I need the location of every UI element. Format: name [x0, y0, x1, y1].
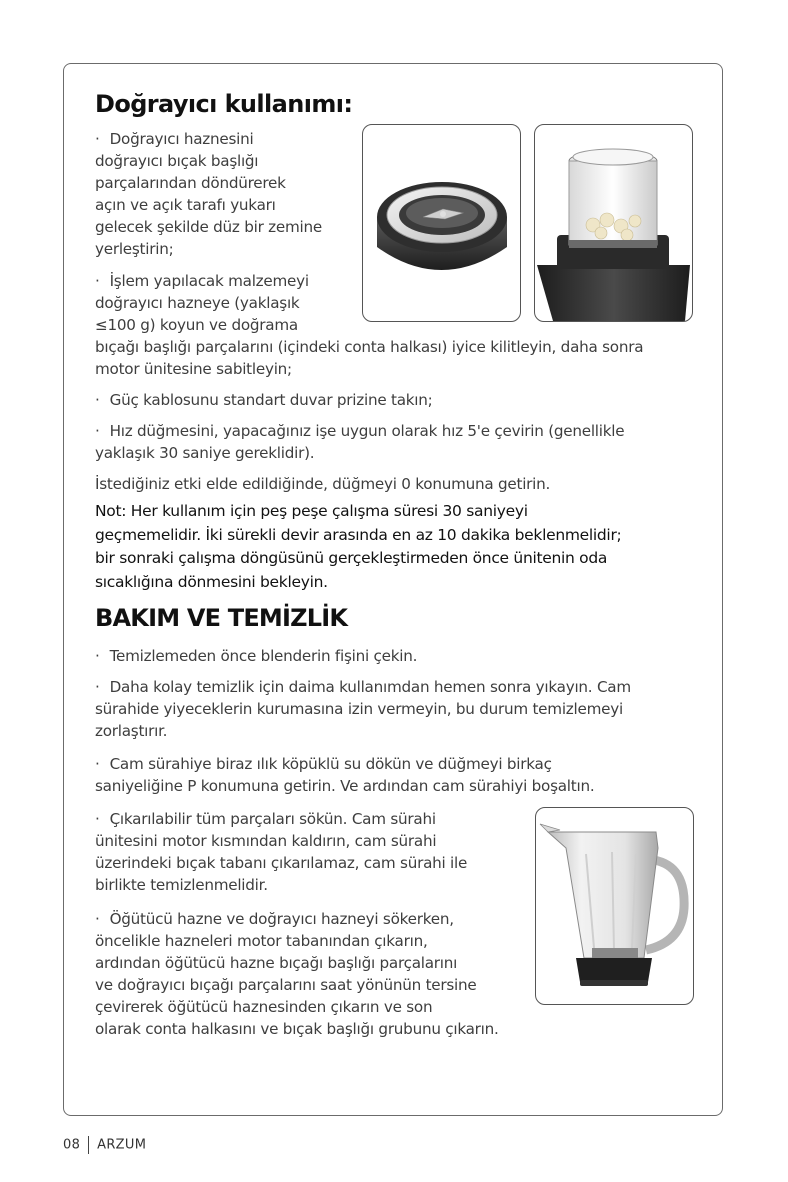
chopper-step-3: · Güç kablosunu standart duvar prizine takın;	[95, 391, 433, 409]
brand-name: ARZUM	[97, 1137, 147, 1153]
cleaning-step-5: · Öğütücü hazne ve doğrayıcı hazneyi sökerken, öncelikle hazneleri motor tabanından çıkarın, ardından öğütücü hazne bıçağı başlığı parçalarını ve doğrayıcı bıçağı parçalarını saat yönünün tersine çevirerek öğütücü haznesinden çıkarın ve son olarak conta halkasını ve bıçak başlığı grubunu çıkarın.	[95, 910, 499, 1038]
blade-head-photo	[362, 124, 521, 322]
care-cleaning-title: BAKIM VE TEMİZLİK	[95, 604, 348, 632]
glass-jug-illustration	[536, 808, 693, 1004]
chopper-step-1: · Doğrayıcı haznesini doğrayıcı bıçak başlığı parçalarından döndürerek açın ve açık tarafı yukarı gelecek şekilde düz bir zemine yerleştirin;	[95, 130, 322, 258]
cleaning-step-2: · Daha kolay temizlik için daima kullanımdan hemen sonra yıkayın. Cam sürahide yiyeceklerin kurumasına izin vermeyin, bu durum temizlemeyi zorlaştırır.	[95, 678, 631, 740]
chopper-assembled-illustration	[535, 125, 692, 321]
usage-note: Not: Her kullanım için peş peşe çalışma süresi 30 saniyeyi geçmemelidir. İki sürekli devir arasında en az 10 dakika beklenmelidir; bir sonraki çalışma döngüsünü gerçekleştirmeden önce ünitenin oda sıcaklığına dönmesini bekleyin.	[95, 502, 622, 591]
blade-head-illustration	[363, 125, 520, 321]
cleaning-step-1: · Temizlemeden önce blenderin fişini çekin.	[95, 647, 418, 665]
page-footer	[63, 1136, 146, 1154]
chopper-usage-title: Doğrayıcı kullanımı:	[95, 90, 353, 118]
chopper-assembled-photo	[534, 124, 693, 322]
glass-jug-photo	[535, 807, 694, 1005]
page-number: 08	[63, 1137, 81, 1153]
cleaning-step-4: · Çıkarılabilir tüm parçaları sökün. Cam sürahi ünitesini motor kısmından kaldırın, cam sürahi üzerindeki bıçak tabanı çıkarılamaz, cam sürahi ile birlikte temizlenmelidir.	[95, 810, 468, 894]
cleaning-step-3: · Cam sürahiye biraz ılık köpüklü su dökün ve düğmeyi birkaç saniyeliğine P konumuna getirin. Ve ardından cam sürahiyi boşaltın.	[95, 755, 595, 795]
footer-divider	[88, 1136, 89, 1154]
chopper-step-4: · Hız düğmesini, yapacağınız işe uygun olarak hız 5'e çevirin (genellikle yaklaşık 30 saniye gereklidir).	[95, 422, 625, 462]
chopper-step-2: · İşlem yapılacak malzemeyi doğrayıcı hazneye (yaklaşık ≤100 g) koyun ve doğrama bıçağı başlığı parçalarını (içindeki conta halkası) iyice kilitleyin, daha sonra motor ünitesine sabitleyin;	[95, 272, 644, 378]
chopper-step-5: İstediğiniz etki elde edildiğinde, düğmeyi 0 konumuna getirin.	[95, 475, 551, 493]
